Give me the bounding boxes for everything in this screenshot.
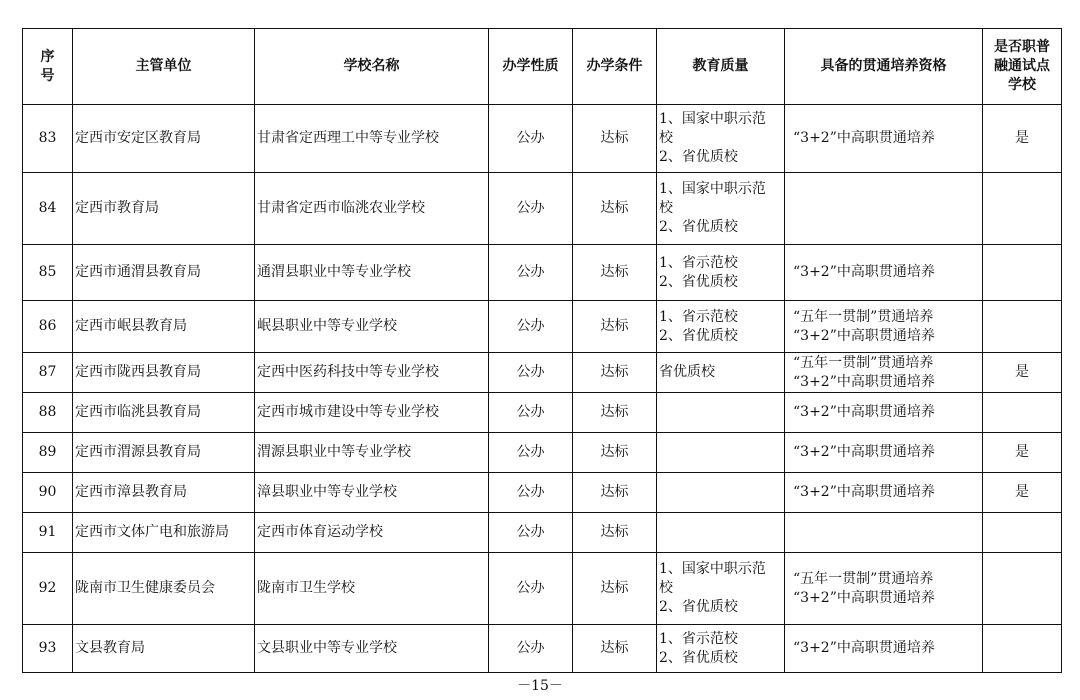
- cell-seq: 90: [23, 473, 73, 513]
- cell-quality-line: 1、省示范校: [659, 308, 738, 325]
- cell-quality: [657, 353, 785, 393]
- header-seq: 序 号: [23, 29, 73, 105]
- cell-pilot: [983, 393, 1062, 433]
- cell-dept: 定西市岷县教育局: [73, 301, 255, 353]
- cell-qualification-line: “3+2”中高职贯通培养: [793, 589, 935, 606]
- cell-quality-line: 2、省优质校: [659, 327, 738, 344]
- cell-school: 甘肃省定西理工中等专业学校: [255, 105, 489, 173]
- cell-pilot: [983, 173, 1062, 245]
- cell-nature: 公办: [489, 393, 573, 433]
- cell-pilot: [983, 625, 1062, 673]
- cell-dept: 定西市文体广电和旅游局: [73, 513, 255, 553]
- cell-condition: 达标: [573, 625, 657, 673]
- cell-pilot: 是: [983, 473, 1062, 513]
- cell-nature: 公办: [489, 353, 573, 393]
- cell-nature: 公办: [489, 105, 573, 173]
- cell-condition: 达标: [573, 173, 657, 245]
- cell-seq: 85: [23, 245, 73, 301]
- cell-pilot: 是: [983, 105, 1062, 173]
- cell-qualification: [785, 105, 983, 173]
- table-row: [23, 353, 1062, 393]
- cell-seq: 86: [23, 301, 73, 353]
- cell-qualification-line: “3+2”中高职贯通培养: [793, 404, 935, 420]
- cell-school: 定西市城市建设中等专业学校: [255, 393, 489, 433]
- cell-qualification: [785, 553, 983, 625]
- cell-seq: 87: [23, 353, 73, 393]
- cell-school: 陇南市卫生学校: [255, 553, 489, 625]
- cell-qualification-line: “3+2”中高职贯通培养: [793, 484, 935, 500]
- cell-pilot: [983, 245, 1062, 301]
- cell-condition: 达标: [573, 301, 657, 353]
- cell-pilot: [983, 553, 1062, 625]
- cell-qualification: [785, 393, 983, 433]
- cell-quality-line: 校: [659, 130, 673, 146]
- cell-condition: 达标: [573, 105, 657, 173]
- cell-qualification-line: “五年一贯制”贯通培养: [793, 308, 934, 325]
- cell-quality-line: 校: [659, 580, 673, 596]
- table-row: [23, 393, 1062, 433]
- cell-dept: 定西市漳县教育局: [73, 473, 255, 513]
- cell-qualification-line: “五年一贯制”贯通培养: [793, 354, 934, 371]
- cell-quality: [657, 173, 785, 245]
- cell-seq: 93: [23, 625, 73, 673]
- cell-quality: [657, 625, 785, 673]
- cell-dept: 定西市通渭县教育局: [73, 245, 255, 301]
- cell-qualification-line: “3+2”中高职贯通培养: [793, 640, 935, 656]
- cell-quality-line: 2、省优质校: [659, 219, 738, 235]
- cell-school: 通渭县职业中等专业学校: [255, 245, 489, 301]
- cell-school: 漳县职业中等专业学校: [255, 473, 489, 513]
- cell-nature: 公办: [489, 473, 573, 513]
- cell-school: 渭源县职业中等专业学校: [255, 433, 489, 473]
- cell-quality: [657, 473, 785, 513]
- cell-dept: 定西市陇西县教育局: [73, 353, 255, 393]
- cell-condition: 达标: [573, 433, 657, 473]
- cell-quality-line: 1、国家中职示范: [659, 181, 766, 197]
- cell-nature: 公办: [489, 433, 573, 473]
- table-row: [23, 105, 1062, 173]
- cell-dept: 定西市安定区教育局: [73, 105, 255, 173]
- cell-quality-line: 2、省优质校: [659, 649, 738, 666]
- header-dept: 主管单位: [73, 29, 255, 105]
- school-table: [22, 28, 1062, 673]
- cell-qualification-line: “3+2”中高职贯通培养: [793, 444, 935, 460]
- cell-nature: 公办: [489, 245, 573, 301]
- header-quality: 教育质量: [657, 29, 785, 105]
- cell-quality: [657, 553, 785, 625]
- cell-qualification: [785, 353, 983, 393]
- table-row: [23, 625, 1062, 673]
- table-body: [23, 105, 1062, 673]
- cell-quality: [657, 105, 785, 173]
- page-number: －15－: [517, 678, 563, 694]
- cell-seq: 84: [23, 173, 73, 245]
- table-row: [23, 473, 1062, 513]
- cell-qualification-line: “3+2”中高职贯通培养: [793, 373, 935, 390]
- cell-quality-line: 2、省优质校: [659, 149, 738, 165]
- table-row: [23, 513, 1062, 553]
- cell-quality-line: 2、省优质校: [659, 273, 738, 290]
- header-condition: 办学条件: [573, 29, 657, 105]
- table-row: [23, 433, 1062, 473]
- cell-qualification: [785, 245, 983, 301]
- cell-nature: 公办: [489, 173, 573, 245]
- cell-school: 文县职业中等专业学校: [255, 625, 489, 673]
- cell-dept: 定西市渭源县教育局: [73, 433, 255, 473]
- cell-quality-line: 1、省示范校: [659, 630, 738, 647]
- table-row: [23, 301, 1062, 353]
- header-nature: 办学性质: [489, 29, 573, 105]
- cell-school: 定西市体育运动学校: [255, 513, 489, 553]
- cell-pilot: 是: [983, 353, 1062, 393]
- cell-seq: 83: [23, 105, 73, 173]
- header-row: [23, 29, 1062, 105]
- cell-qualification: [785, 173, 983, 245]
- cell-dept: 陇南市卫生健康委员会: [73, 553, 255, 625]
- cell-nature: 公办: [489, 625, 573, 673]
- header-qualification: 具备的贯通培养资格: [785, 29, 983, 105]
- cell-pilot: [983, 513, 1062, 553]
- cell-condition: 达标: [573, 353, 657, 393]
- cell-school: 甘肃省定西市临洮农业学校: [255, 173, 489, 245]
- cell-quality-line: 省优质校: [659, 364, 715, 380]
- cell-seq: 88: [23, 393, 73, 433]
- cell-condition: 达标: [573, 393, 657, 433]
- cell-qualification: [785, 513, 983, 553]
- cell-quality: [657, 513, 785, 553]
- cell-pilot: [983, 301, 1062, 353]
- cell-quality: [657, 433, 785, 473]
- table-row: [23, 245, 1062, 301]
- cell-quality-line: 1、国家中职示范: [659, 111, 766, 127]
- cell-school: 岷县职业中等专业学校: [255, 301, 489, 353]
- cell-pilot: 是: [983, 433, 1062, 473]
- cell-condition: 达标: [573, 245, 657, 301]
- cell-school: 定西中医药科技中等专业学校: [255, 353, 489, 393]
- cell-nature: 公办: [489, 553, 573, 625]
- cell-qualification-line: “3+2”中高职贯通培养: [793, 327, 935, 344]
- cell-qualification: [785, 473, 983, 513]
- cell-seq: 89: [23, 433, 73, 473]
- cell-dept: 定西市临洮县教育局: [73, 393, 255, 433]
- cell-condition: 达标: [573, 553, 657, 625]
- cell-dept: 文县教育局: [73, 625, 255, 673]
- cell-qualification-line: “3+2”中高职贯通培养: [793, 130, 935, 146]
- cell-condition: 达标: [573, 513, 657, 553]
- cell-nature: 公办: [489, 301, 573, 353]
- cell-qualification-line: “五年一贯制”贯通培养: [793, 570, 934, 587]
- cell-quality: [657, 301, 785, 353]
- table-row: [23, 173, 1062, 245]
- cell-dept: 定西市教育局: [73, 173, 255, 245]
- header-school: 学校名称: [255, 29, 489, 105]
- cell-quality: [657, 393, 785, 433]
- table-row: [23, 553, 1062, 625]
- cell-qualification-line: “3+2”中高职贯通培养: [793, 264, 935, 280]
- cell-seq: 92: [23, 553, 73, 625]
- cell-seq: 91: [23, 513, 73, 553]
- cell-quality-line: 校: [659, 200, 673, 216]
- cell-qualification: [785, 301, 983, 353]
- cell-qualification: [785, 433, 983, 473]
- cell-nature: 公办: [489, 513, 573, 553]
- header-pilot: 是否职普 融通试点 学校: [983, 29, 1062, 105]
- cell-quality-line: 2、省优质校: [659, 599, 738, 615]
- cell-quality-line: 1、省示范校: [659, 254, 738, 271]
- cell-qualification: [785, 625, 983, 673]
- cell-quality-line: 1、国家中职示范: [659, 561, 766, 577]
- cell-condition: 达标: [573, 473, 657, 513]
- cell-quality: [657, 245, 785, 301]
